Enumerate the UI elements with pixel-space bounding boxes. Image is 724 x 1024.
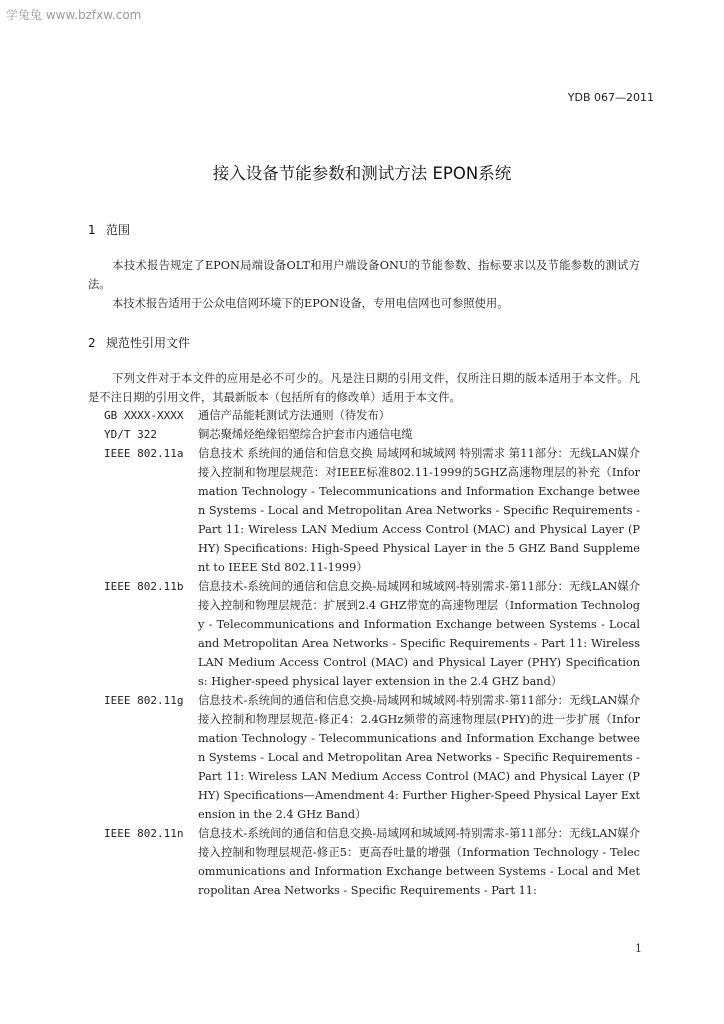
reference-item <box>104 691 640 824</box>
reference-title: 铜芯聚烯烃绝缘铝塑综合护套市内通信电缆 <box>198 428 413 441</box>
reference-code: IEEE 802.11g <box>104 694 184 707</box>
section-title: 规范性引用文件 <box>106 336 191 350</box>
paragraph <box>88 256 640 294</box>
paragraph-text: 本技术报告适用于公众电信网环境下的EPON设备，专用电信网也可参照使用。 <box>112 297 509 310</box>
paragraph <box>88 294 640 313</box>
reference-title: 通信产品能耗测试方法通则（待发布） <box>198 409 391 422</box>
paragraph-text: 下列文件对于本文件的应用是必不可少的。凡是注日期的引用文件，仅所注日期的版本适用于本文件。凡是不注日期的引用文件，其最新版本（包括所有的修改单）适用于本文件。 <box>88 372 640 404</box>
watermark: 学兔兔 www.bzfxw.com <box>6 8 142 22</box>
paragraph <box>88 369 640 407</box>
reference-item <box>104 577 640 691</box>
reference-list <box>104 406 640 900</box>
reference-title: 信息技术 系统间的通信和信息交换 局域网和城域网 特别需求 第11部分：无线LAN媒介接入控制和物理层规范：对IEEE标准802.11-1999的5GHZ高速物理层的补充（Information Technology - Telecommunications and Information Exchange between Systems - Local and Metropolitan Area Networks - Specific Requirements - Part 11: Wireless LAN Medium Access Control (MAC) and Physical Layer (PHY) Specifications: High-Speed Physical Layer in the 5 GHZ Band Supplement to IEEE Std 802.11-1999） <box>198 447 640 574</box>
reference-code: YD/T 322 <box>104 428 157 441</box>
reference-title: 信息技术-系统间的通信和信息交换-局域网和城域网-特别需求-第11部分：无线LAN媒介接入控制和物理层规范-修正4：2.4GHz频带的高速物理层(PHY)的进一步扩展（Information Technology - Telecommunications and Information Exchange between Systems - Local and Metropolitan Area Networks - Specific Requirements - Part 11: Wireless LAN Medium Access Control (MAC) and Physical Layer (PHY) Specifications—Amendment 4: Further Higher-Speed Physical Layer Extension in the 2.4 GHz Band） <box>198 694 640 821</box>
reference-code: GB XXXX-XXXX <box>104 409 184 422</box>
reference-title: 信息技术-系统间的通信和信息交换-局域网和城域网-特别需求-第11部分：无线LAN媒介接入控制和物理层规范-修正5：更高吞吐量的增强（Information Technology - Telecommunications and Information Exchange between Systems - Local and Metropolitan Area Networks - Specific Requirements - Part 11: <box>198 827 640 897</box>
reference-item <box>104 406 640 425</box>
reference-item <box>104 444 640 577</box>
page-number: 1 <box>635 942 642 955</box>
reference-code: IEEE 802.11a <box>104 447 184 460</box>
reference-code: IEEE 802.11b <box>104 580 184 593</box>
page-title: 接入设备节能参数和测试方法 EPON系统 <box>212 164 512 183</box>
reference-item <box>104 824 640 900</box>
section-number: 1 <box>88 223 96 237</box>
reference-title: 信息技术-系统间的通信和信息交换-局域网和城域网-特别需求-第11部分：无线LAN媒介接入控制和物理层规范：扩展到2.4 GHZ带宽的高速物理层（Information Technology - Telecommunications and Information Exchange between Systems - Local and Metropolitan Area Networks - Specific Requirements - Part 11: Wireless LAN Medium Access Control (MAC) and Physical Layer (PHY) Specifications: Higher-speed physical layer extension in the 2.4 GHZ band） <box>198 580 640 688</box>
reference-item <box>104 425 640 444</box>
reference-code: IEEE 802.11n <box>104 827 184 840</box>
section-number: 2 <box>88 336 96 350</box>
section-heading-scope <box>88 221 130 238</box>
paragraph-text: 本技术报告规定了EPON局端设备OLT和用户端设备ONU的节能参数、指标要求以及节能参数的测试方法。 <box>88 259 640 291</box>
section-heading-normative-references <box>88 334 190 351</box>
section-title: 范围 <box>106 223 131 237</box>
document-id: YDB 067—2011 <box>567 91 654 104</box>
